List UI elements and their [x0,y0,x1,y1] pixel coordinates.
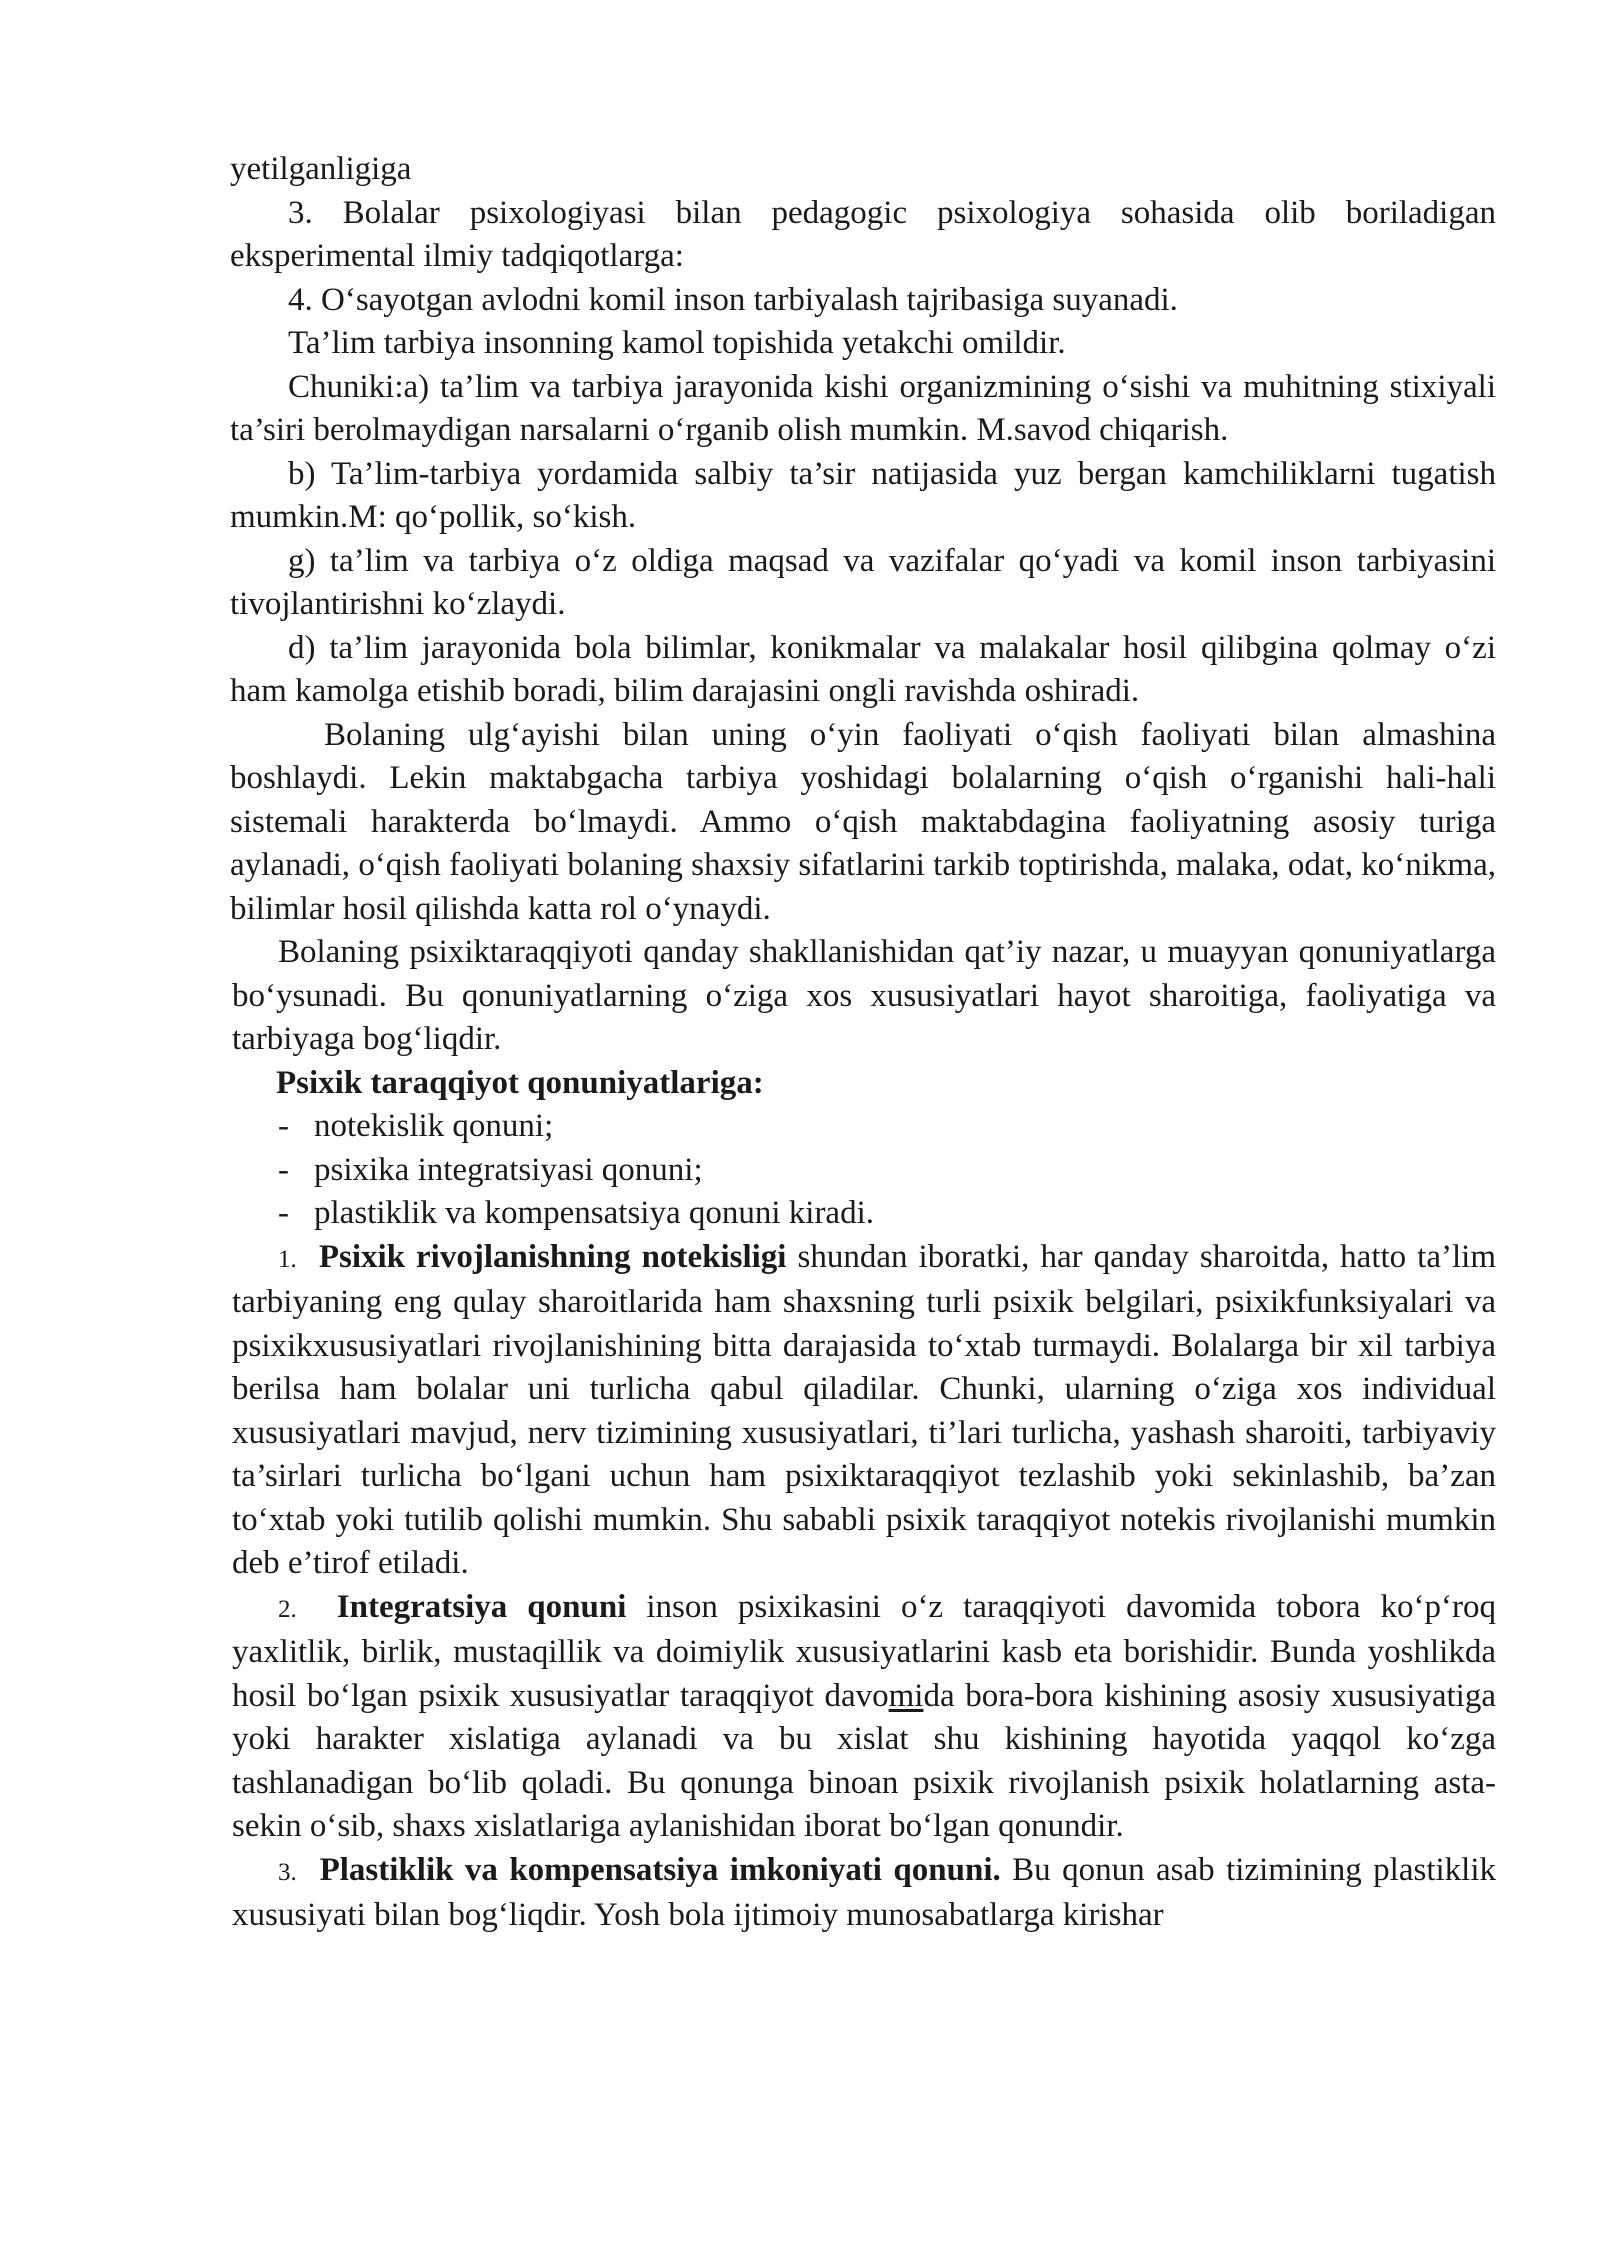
paragraph-7: g) ta’lim va tarbiya o‘z oldiga maqsad va vazifalar qo‘yadi va komil inson tarbiyasini tivojlantirishni ko‘zlaydi. [230,542,1496,622]
paragraph-4: Ta’lim tarbiya insonning kamol topishida yetakchi omildir. [288,325,1066,361]
law-3-number: 3. [278,1858,297,1886]
paragraph-9: Bolaning ulg‘ayishi bilan uning o‘yin faoliyati o‘qish faoliyati bilan almashina boshlaydi. Lekin maktabgacha tarbiya yoshidagi bolalarning o‘qish o‘rganishi hali-hali sistemali harakterda bo‘lmaydi. Ammo o‘qish maktabdagina faoliyatning asosiy turiga aylanadi, o‘qish faoliyati bolaning shaxsiy sifatlarini tarkib toptirishda, malaka, odat, ko‘nikma, bilimlar hosil qilishda katta rol o‘ynaydi. [230,716,1496,927]
law-3-text: Bu qonun asab tizimining plastiklik xususiyati bilan bog‘liqdir. Yosh bola ijtimoiy munosabatlarga kirishar [232,1851,1497,1933]
law-3-paragraph [230,1849,1496,1938]
paragraph-5: Chuniki:a) ta’lim va tarbiya jarayonida kishi organizmining o‘sishi va muhitning stixiyali ta’siri berolmaydigan narsalarni o‘rganib olish mumkin. M.savod chiqarish. [230,368,1496,448]
list-item-text: notekislik qonuni; [314,1108,554,1144]
list-dash: - [278,1151,289,1188]
paragraph-1: yetilganligiga [230,151,412,187]
law-2-number: 2. [278,1595,297,1623]
list-item [230,1192,1496,1236]
law-2-text-a: inson psixikasini o‘z taraqqiyoti davomida tobora ko‘p‘roq yaxlitlik, birlik, mustaqillik va doimiylik xususiyatlarini kasb eta borishidir. Bunda yoshlikda hosil bo‘lgan psixik xususiyatlar taraqqiyot davo [232,1588,1497,1714]
list-dash: - [278,1108,289,1144]
paragraph-8: d) ta’lim jarayonida bola bilimlar, konikmalar va malakalar hosil qilibgina qolmay o‘zi ham kamolga etishib boradi, bilim darajasini ongli ravishda oshiradi. [230,629,1496,709]
list-item-text: plastiklik va kompensatsiya qonuni kiradi. [314,1195,875,1231]
law-1-number: 1. [278,1245,297,1273]
list-dash: - [278,1195,289,1231]
paragraph-6: b) Ta’lim-tarbiya yordamida salbiy ta’sir natijasida yuz bergan kamchiliklarni tugatish mumkin.M: qo‘pollik, so‘kish. [230,455,1496,535]
list-item [230,1105,1496,1149]
law-2-title: Integratsiya qonuni [336,1588,627,1625]
law-2-paragraph [230,1586,1496,1849]
list-item-text: psixika integratsiyasi qonuni; [314,1151,703,1188]
law-2-text-b: da bora-bora kishining asosiy xususiyatiga yoki harakter xislatiga aylanadi va bu xislat shu kishining hayotida yaqqol ko‘zga tashlanadigan bo‘lib qoladi. Bu qonunga binoan psixik rivojlanish psixik holatlarning asta-sekin o‘sib, shaxs xislatlariga aylanishidan iborat bo‘lgan qonundir. [232,1677,1496,1844]
law-2-underlined: mi [888,1677,924,1714]
list-item [230,1149,1496,1193]
law-1-title: Psixik rivojlanishning notekisligi [318,1238,787,1275]
law-1-paragraph [230,1236,1496,1586]
paragraph-10: Bolaning psixiktaraqqiyoti qanday shakllanishidan qat’iy nazar, u muayyan qonuniyatlarga bo‘ysunadi. Bu qonuniyatlarning o‘ziga xos xususiyatlari hayot sharoitiga, faoliyatiga va tarbiyaga bog‘liqdir. [232,934,1496,1057]
section-heading: Psixik taraqqiyot qonuniyatlariga: [276,1064,764,1101]
law-1-text: shundan iboratki, har qanday sharoitda, hatto ta’lim tarbiyaning eng qulay sharoitlarida ham shaxsning turli psixik belgilari, psixikfunksiyalari va psixikxususiyatlari rivojlanishining bitta darajasida to‘xtab turmaydi. Bolalarga bir xil tarbiya berilsa ham bolalar uni turlicha qabul qiladilar. Chunki, ularning o‘ziga xos individual xususiyatlari mavjud, nerv tizimining xususiyatlari, ti’lari turlicha, yashash sharoiti, tarbiyaviy ta’sirlari turlicha bo‘lgani uchun ham psixiktaraqqiyot tezlashib yoki sekinlashib, ba’zan to‘xtab yoki tutilib qolishi mumkin. Shu sababli psixik taraqqiyot notekis rivojlanishi mumkin deb e’tirof etiladi. [232,1238,1496,1581]
law-3-title: Plastiklik va kompensatsiya imkoniyati qonuni. [319,1851,1001,1888]
paragraph-2: 3. Bolalar psixologiyasi bilan pedagogic psixologiya sohasida olib boriladigan eksperimental ilmiy tadqiqotlarga: [230,194,1496,274]
document-body [230,148,1496,1938]
paragraph-3: 4. O‘sayotgan avlodni komil inson tarbiyalash tajribasiga suyanadi. [288,281,1178,318]
law-list [230,1105,1496,1236]
